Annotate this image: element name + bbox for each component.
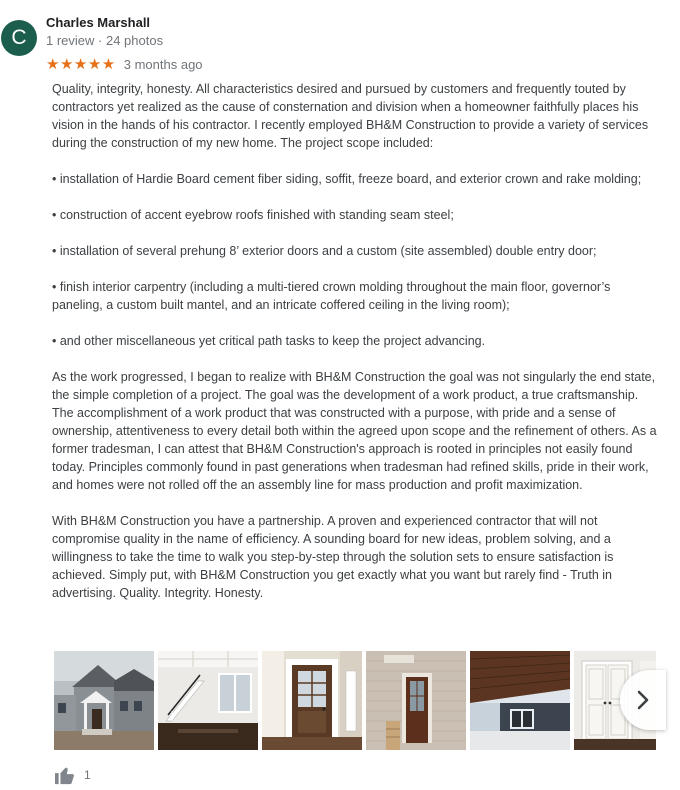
review-paragraph-3: With BH&M Construction you have a partnership. A proven and experienced contractor that will not compromise quality in the name of efficiency. A sounding board for new ideas, problem solving, and a willingness to take the time to walk you step-by-step through the solution sets to ensure satisfaction is achieved. Simply put, with BH&M Construction you get exactly what you want but rarely find - Truth in advertising. Quality. Integrity. Honesty. (52, 514, 614, 600)
rating-row (46, 55, 203, 73)
avatar[interactable]: C (1, 20, 37, 56)
thumbs-up-icon[interactable] (54, 765, 76, 785)
review-photo[interactable] (262, 651, 362, 750)
reviewer-meta: 1 review · 24 photos (46, 33, 164, 48)
review-paragraph-2: As the work progressed, I began to realize with BH&M Construction the goal was not singularly the end state, the simple completion of a project. The goal was the development of a work product, a true craftsmanship. The accomplishment of a work product that was constructed with a purpose, with pride and a sense of ownership, attentiveness to every detail both within the agreed upon scope and the refinement of others. As a former tradesman, I can attest that BH&M Construction's approach is rooted in principles not easily found today. Principles commonly found in past generations when tradesman had refined skills, pride in their work, and homes were not rolled off the an assembly line for mass production and profit maximization. (52, 370, 657, 492)
star-rating: ★★★★★ (46, 56, 116, 73)
review-photo[interactable] (54, 651, 154, 750)
review-intro: Quality, integrity, honesty. All characteristics desired and pursued by customers and frequently touted by contractors yet realized as the cause of consternation and division when a homeowner faithfully places his vision in the hands of his contractor. I recently employed BH&M Construction to provide a variety of services during the construction of my new home. The project scope included: (52, 82, 649, 150)
review-time: 3 months ago (123, 56, 203, 72)
photo-strip (54, 651, 656, 750)
scope-bullet: • finish interior carpentry (including a multi-tiered crown molding throughout the main floor, governor’s paneling, a custom built mantel, and an intricate coffered ceiling in the living room); (52, 280, 611, 312)
scope-bullet: • installation of several prehung 8’ exterior doors and a custom (site assembled) double entry door; (52, 244, 597, 258)
like-control (54, 765, 91, 785)
review-photo[interactable] (366, 651, 466, 750)
scope-bullet: • construction of accent eyebrow roofs finished with standing seam steel; (52, 208, 454, 222)
review-photo[interactable] (158, 651, 258, 750)
review-text (52, 80, 662, 602)
like-count: 1 (84, 768, 91, 782)
chevron-right-icon (636, 690, 650, 710)
review-photo[interactable] (470, 651, 570, 750)
scope-bullet: • installation of Hardie Board cement fiber siding, soffit, freeze board, and exterior crown and rake molding; (52, 172, 642, 186)
scope-bullet: • and other miscellaneous yet critical path tasks to keep the project advancing. (52, 334, 486, 348)
reviewer-name[interactable]: Charles Marshall (46, 15, 151, 30)
